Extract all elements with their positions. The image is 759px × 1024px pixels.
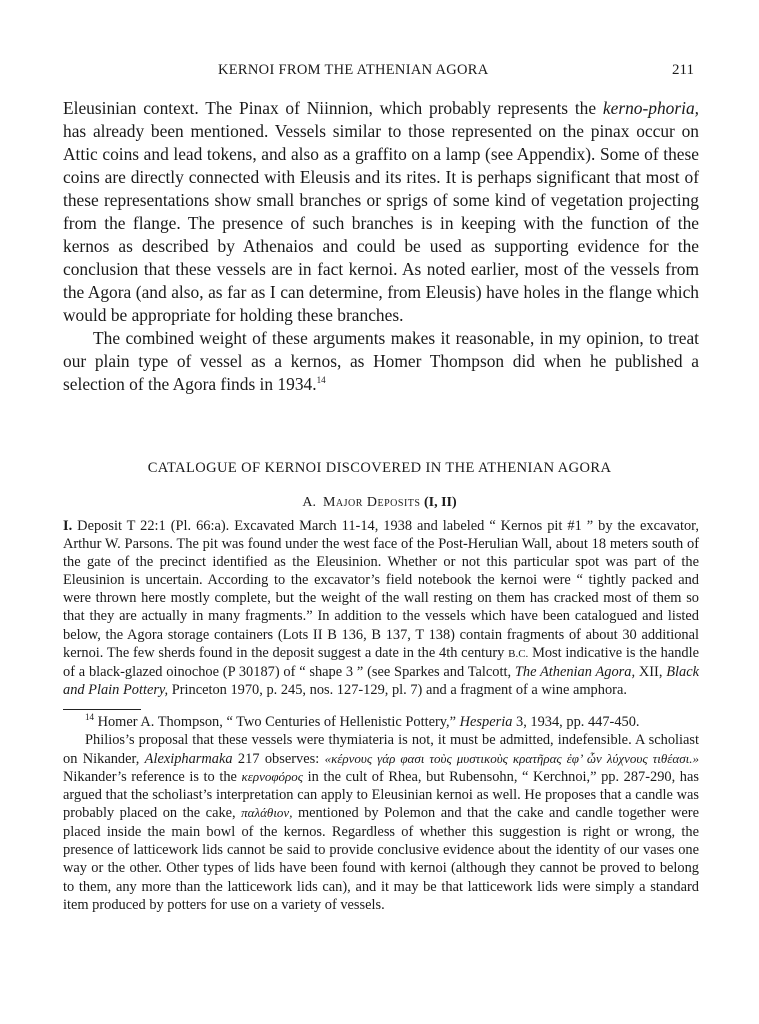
fn-p2-b: 217 observes: (232, 750, 325, 767)
section-range: (I, II) (423, 495, 457, 510)
p1-text-a: Eleusinian context. The Pinax of Niinnion, which probably represents the (63, 98, 603, 118)
footnote-marker: 14 (85, 712, 94, 723)
fn-p2-a: Philios’s proposal that these vessels were thymiateria is not, it must be admitted, indefensible. A scholiast on Nikander, (63, 732, 699, 767)
p2-text: The combined weight of these arguments makes it reasonable, in my opinion, to treat our plain type of vessel as a kernos, as Homer Thompson did when he published a selection of the Agora finds in 1934. (63, 328, 699, 394)
entry-text-c: XII, (635, 663, 667, 680)
p1-italic-term: kerno-phoria, (602, 98, 699, 118)
fn-p2-c: Nikander’s reference is to the (63, 768, 242, 785)
fn-text-b: 3, 1934, pp. 447-450. (512, 714, 640, 730)
running-title: KERNOI FROM THE ATHENIAN AGORA (218, 62, 489, 78)
footnote-ref: 14 (316, 375, 326, 386)
entry-text-a: Deposit T 22:1 (Pl. 66:a). Excavated March 11-14, 1938 and labeled “ Kernos pit #1 ” by the excavator, Arthur W. Parsons. The pit was found under the west face of the Post-Herulian Wall, about 18 meters south of the gate of the precinct identified as the Eleusinion. Whether or not this particular spot was part of the Eleusinion is uncertain. According to the excavator’s field notebook the kernoi were “ tightly packed and were thrown here mostly complete, but the weight of the wall resting on them has cracked most of them so that they are actually in many fragments.” In addition to the vessels which have been catalogued and listed below, the Agora storage containers (Lots II B 136, B 137, T 138) contain fragments of about 30 additional kernoi. The few sherds found in the deposit suggest a date in the 4th century (63, 518, 699, 661)
fn-greek-quote: «κέρνους γάρ φασι τοὺς μυστικοὺς κρατῆρας ἐφ’ ὧν λύχνους τιθέασι.» (324, 750, 700, 766)
paragraph-2 (63, 327, 699, 396)
p1-text-b: has already been mentioned. Vessels similar to those represented on the pinax occur on Attic coins and lead tokens, and also as a graffito on a lamp (see Appendix). Some of these coins are directly connected with Eleusis and its rites. It is perhaps significant that most of these representations show small branches or sprigs of some kind of vegetation projecting from the flange. The presence of such branches is in keeping with the function of the kernos as described by Athenaios and could be used as supporting evidence for the conclusion that these vessels are in fact kernoi. As noted earlier, most of the vessels from the Agora (and also, as far as I can determine, from Eleusis) have holes in the flange which would be appropriate for holding these branches. (63, 121, 699, 325)
footnote-rule (63, 709, 141, 710)
section-letter: A. (302, 495, 316, 510)
page-number: 211 (672, 62, 694, 78)
entry-number: I. (63, 518, 73, 534)
footnote-line-1 (63, 713, 699, 731)
section-name: Major Deposits (322, 495, 421, 510)
fn-text-a: Homer A. Thompson, “ Two Centuries of Hellenistic Pottery,” (94, 714, 460, 730)
entry-italic-ref2: Black and Plain Pottery, (63, 663, 699, 698)
footnote-paragraph-2 (63, 731, 699, 914)
entry-text-b: Most indicative is the handle of a black-glazed oinochoe (P 30187) of “ shape 3 ” (see Sparkes and Talcott, (63, 644, 700, 680)
catalogue-entry (63, 517, 699, 699)
footnote (63, 713, 699, 914)
catalogue-subheading (0, 495, 759, 511)
fn-p2-title: Alexipharmaka (144, 750, 233, 767)
fn-greek-term: κερνοφόρος (241, 768, 304, 784)
entry-text-d: Princeton 1970, p. 245, nos. 127-129, pl. 7) and a fragment of a wine amphora. (168, 681, 627, 698)
fn-p2-e: mentioned by Polemon and that the cake and candle together were placed inside the main bowl of the kernos. Regardless of whether this suggestion is right or wrong, the presence of latticework lids cannot be said to provide conclusive evidence about the identity of our vases one way or the other. Other types of lids have been found with kernoi (although they cannot be proved to belong to them, any more than the latticework lids can), and it may be that latticework lids were simply a standard item produced by potters for use on a variety of vessels. (63, 805, 699, 913)
entry-italic-ref: The Athenian Agora, (514, 663, 636, 680)
entry-bc: B.C. (508, 647, 529, 660)
fn-greek-term-2: παλάθιον, (241, 805, 293, 821)
fn-journal: Hesperia (459, 714, 513, 730)
fn-p2-d: in the cult of Rhea, but Rubensohn, “ Kerchnoi,” pp. 287-290, has argued that the scholiast’s interpretation can apply to Eleusinian kernoi as well. He proposes that a candle was probably placed on the cake, (63, 768, 699, 822)
body-text (63, 97, 699, 396)
catalogue-title: CATALOGUE OF KERNOI DISCOVERED IN THE ATHENIAN AGORA (147, 460, 612, 476)
paragraph-1 (63, 97, 699, 327)
